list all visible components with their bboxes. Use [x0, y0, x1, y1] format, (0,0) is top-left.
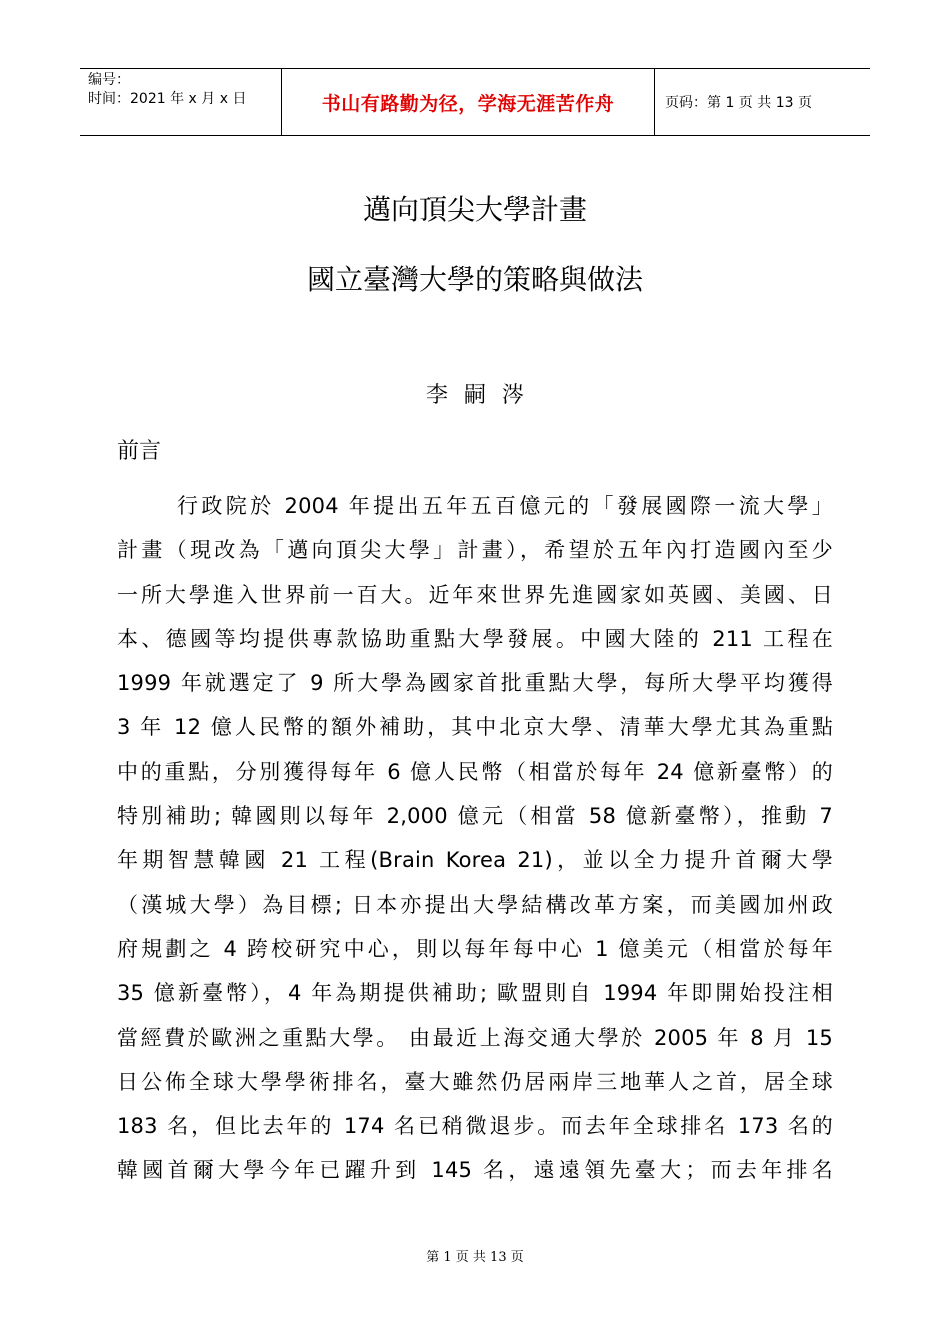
- body-paragraph: [117, 484, 833, 1193]
- paragraph-line: 年期智慧韓國 21 工程(Brain Korea 21)，並以全力提升首爾大學: [117, 848, 833, 873]
- header-motto: 书山有路勤为径，学海无涯苦作舟: [321, 92, 615, 115]
- document-number-label: 编号：: [88, 72, 130, 88]
- paragraph-line: 計畫（現改為「邁向頂尖大學」計畫），希望於五年內打造國內至少: [117, 538, 833, 563]
- title-line-1: 邁向頂尖大學計畫: [362, 193, 587, 226]
- paragraph-line: 府規劃之 4 跨校研究中心，則以每年每中心 1 億美元（相當於每年: [117, 936, 833, 961]
- title-line-2: 國立臺灣大學的策略與做法: [306, 263, 643, 296]
- paragraph-line: 3 年 12 億人民幣的額外補助，其中北京大學、清華大學尤其為重點: [117, 715, 833, 740]
- header-page-cell: [655, 69, 870, 135]
- header-meta-cell: [80, 69, 281, 135]
- page-footer: 第 1 页 共 13 页: [426, 1250, 524, 1265]
- paragraph-line: （漢城大學）為目標; 日本亦提出大學結構改革方案，而美國加州政: [117, 892, 833, 917]
- paragraph-line: 韓國首爾大學今年已躍升到 145 名，遠遠領先臺大；而去年排名: [117, 1158, 833, 1183]
- paragraph-line: 本、德國等均提供專款協助重點大學發展。中國大陸的 211 工程在: [117, 626, 833, 651]
- document-header: [80, 68, 870, 136]
- paragraph-line: 35 億新臺幣），4 年為期提供補助; 歐盟則自 1994 年即開始投注相: [117, 981, 833, 1006]
- paragraph-line: 183 名，但比去年的 174 名已稍微退步。而去年全球排名 173 名的: [117, 1114, 833, 1139]
- header-motto-cell: [281, 69, 655, 135]
- paragraph-line: 當經費於歐洲之重點大學。 由最近上海交通大學於 2005 年 8 月 15: [117, 1025, 833, 1050]
- paragraph-line: 日公佈全球大學學術排名，臺大雖然仍居兩岸三地華人之首，居全球: [117, 1069, 833, 1094]
- paragraph-line: 特別補助; 韓國則以每年 2,000 億元（相當 58 億新臺幣），推動 7: [117, 804, 833, 829]
- paragraph-line: 1999 年就選定了 9 所大學為國家首批重點大學，每所大學平均獲得: [117, 671, 833, 696]
- document-time-label: 时间：2021 年 x 月 x 日: [88, 91, 247, 107]
- section-heading: 前言: [117, 439, 162, 464]
- header-page-code: 页码：第 1 页 共 13 页: [665, 95, 812, 111]
- paragraph-line: 行政院於 2004 年提出五年五百億元的「發展國際一流大學」: [177, 494, 833, 518]
- paragraph-line: 中的重點，分別獲得每年 6 億人民幣（相當於每年 24 億新臺幣）的: [117, 759, 833, 784]
- paragraph-line: 一所大學進入世界前一百大。近年來世界先進國家如英國、美國、日: [117, 582, 833, 607]
- author-name: 李嗣涔: [425, 383, 540, 408]
